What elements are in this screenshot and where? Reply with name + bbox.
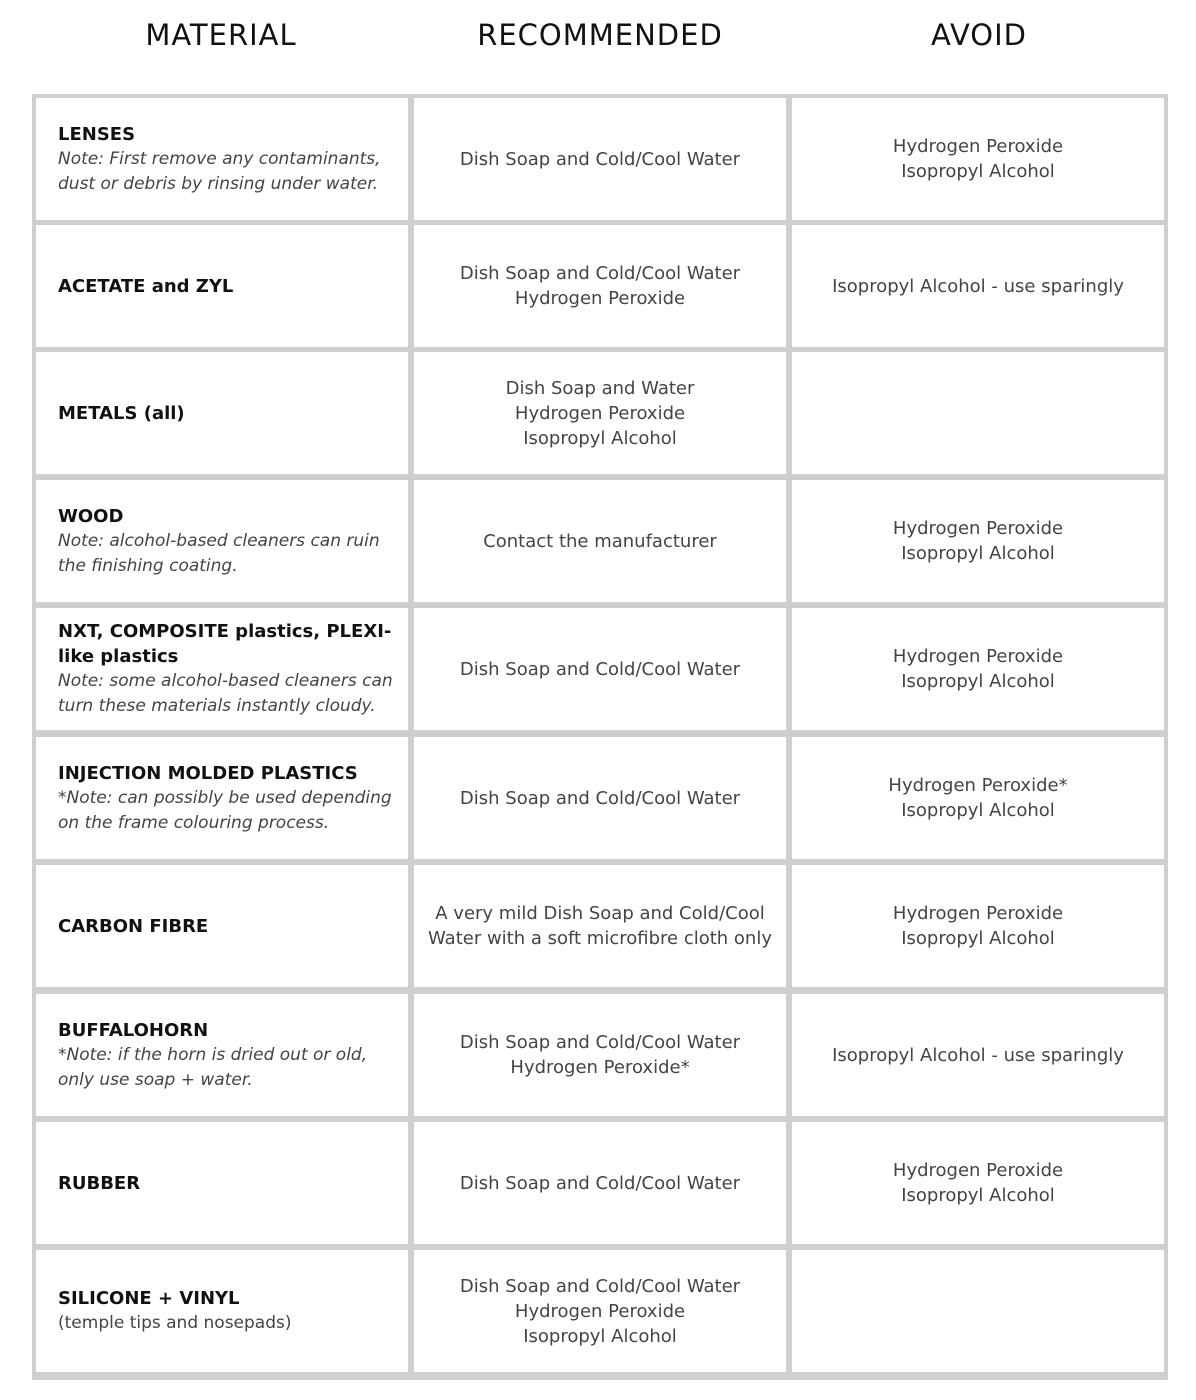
header-material: MATERIAL bbox=[145, 18, 297, 52]
material-name: CARBON FIBRE bbox=[58, 915, 209, 937]
avoid-item: Isopropyl Alcohol - use sparingly bbox=[832, 1044, 1124, 1066]
material-name: LENSES bbox=[58, 123, 136, 145]
recommended-item: Dish Soap and Cold/Cool Water bbox=[459, 1172, 741, 1194]
avoid-item: Hydrogen Peroxide bbox=[892, 903, 1064, 924]
material-subtitle: (temple tips and nosepads) bbox=[58, 1313, 292, 1333]
recommended-item: Hydrogen Peroxide bbox=[514, 402, 686, 424]
material-cell bbox=[36, 608, 408, 730]
avoid-item: Isopropyl Alcohol bbox=[901, 671, 1055, 692]
material-cell bbox=[36, 225, 408, 347]
material-name: ACETATE and ZYL bbox=[58, 275, 234, 297]
recommended-item: Dish Soap and Cold/Cool Water bbox=[459, 1275, 741, 1297]
material-note: *Note: if the horn is dried out or old, only use soap + water. bbox=[58, 1044, 368, 1090]
recommended-item: Hydrogen Peroxide* bbox=[510, 1057, 690, 1078]
avoid-cell bbox=[792, 1122, 1164, 1244]
material-note: Note: some alcohol-based cleaners can turn these materials instantly cloudy. bbox=[58, 671, 393, 716]
recommended-cell bbox=[414, 865, 786, 987]
recommended-item: Isopropyl Alcohol bbox=[523, 427, 677, 449]
material-name: INJECTION MOLDED PLASTICS bbox=[58, 762, 358, 784]
table-header bbox=[0, 0, 1196, 80]
header-avoid: AVOID bbox=[930, 18, 1028, 52]
avoid-cell bbox=[792, 737, 1164, 859]
cleaning-table bbox=[32, 94, 1168, 1380]
recommended-cell bbox=[414, 994, 786, 1116]
avoid-item: Isopropyl Alcohol bbox=[901, 800, 1055, 821]
recommended-item: Hydrogen Peroxide bbox=[514, 288, 686, 309]
recommended-cell bbox=[414, 1122, 786, 1244]
avoid-item: Hydrogen Peroxide bbox=[892, 518, 1064, 539]
recommended-cell bbox=[414, 1250, 786, 1372]
material-cell bbox=[36, 1250, 408, 1372]
avoid-item: Hydrogen Peroxide bbox=[892, 136, 1064, 157]
material-name: NXT, COMPOSITE plastics, PLEXI-like plastics bbox=[58, 621, 392, 667]
avoid-item: Isopropyl Alcohol bbox=[901, 928, 1055, 949]
material-name: BUFFALOHORN bbox=[58, 1019, 209, 1041]
recommended-item: Contact the manufacturer bbox=[483, 530, 717, 552]
material-cell bbox=[36, 352, 408, 474]
recommended-item: Dish Soap and Cold/Cool Water bbox=[459, 263, 741, 284]
avoid-cell bbox=[792, 865, 1164, 987]
avoid-cell bbox=[792, 1250, 1164, 1372]
recommended-item: Dish Soap and Cold/Cool Water bbox=[459, 1032, 741, 1053]
material-name: RUBBER bbox=[58, 1172, 141, 1194]
avoid-item: Hydrogen Peroxide bbox=[892, 646, 1064, 667]
avoid-item: Hydrogen Peroxide bbox=[892, 1160, 1064, 1181]
material-cell bbox=[36, 994, 408, 1116]
recommended-item: Hydrogen Peroxide bbox=[514, 1300, 686, 1322]
material-cell bbox=[36, 98, 408, 220]
avoid-item: Hydrogen Peroxide* bbox=[888, 775, 1068, 796]
avoid-cell bbox=[792, 98, 1164, 220]
recommended-item: A very mild Dish Soap and Cold/Cool bbox=[435, 903, 765, 924]
recommended-item: Dish Soap and Cold/Cool Water bbox=[459, 148, 741, 170]
material-cell bbox=[36, 737, 408, 859]
avoid-cell bbox=[792, 608, 1164, 730]
recommended-cell bbox=[414, 98, 786, 220]
recommended-cell bbox=[414, 608, 786, 730]
avoid-cell bbox=[792, 994, 1164, 1116]
recommended-item: Isopropyl Alcohol bbox=[523, 1325, 677, 1347]
material-cell bbox=[36, 1122, 408, 1244]
material-note: Note: First remove any contaminants, dust or debris by rinsing under water. bbox=[58, 148, 381, 194]
recommended-cell bbox=[414, 480, 786, 602]
recommended-item: Dish Soap and Cold/Cool Water bbox=[459, 787, 741, 809]
avoid-item: Isopropyl Alcohol bbox=[901, 161, 1055, 182]
material-name: SILICONE + VINYL bbox=[58, 1288, 240, 1309]
material-note: *Note: can possibly be used depending on the frame colouring process. bbox=[58, 787, 392, 833]
recommended-cell bbox=[414, 352, 786, 474]
recommended-cell bbox=[414, 225, 786, 347]
material-note: Note: alcohol-based cleaners can ruin the finishing coating. bbox=[58, 530, 380, 576]
avoid-item: Isopropyl Alcohol bbox=[901, 543, 1055, 564]
recommended-cell bbox=[414, 737, 786, 859]
avoid-cell bbox=[792, 352, 1164, 474]
material-name: WOOD bbox=[58, 505, 124, 527]
recommended-item: Dish Soap and Cold/Cool Water bbox=[459, 658, 741, 680]
avoid-cell bbox=[792, 480, 1164, 602]
recommended-item: Water with a soft microfibre cloth only bbox=[428, 928, 772, 949]
header-recommended: RECOMMENDED bbox=[477, 18, 723, 52]
material-cell bbox=[36, 865, 408, 987]
recommended-item: Dish Soap and Water bbox=[505, 377, 695, 399]
material-cell bbox=[36, 480, 408, 602]
avoid-item: Isopropyl Alcohol - use sparingly bbox=[832, 275, 1124, 297]
avoid-cell bbox=[792, 225, 1164, 347]
avoid-item: Isopropyl Alcohol bbox=[901, 1185, 1055, 1206]
material-name: METALS (all) bbox=[58, 402, 185, 424]
